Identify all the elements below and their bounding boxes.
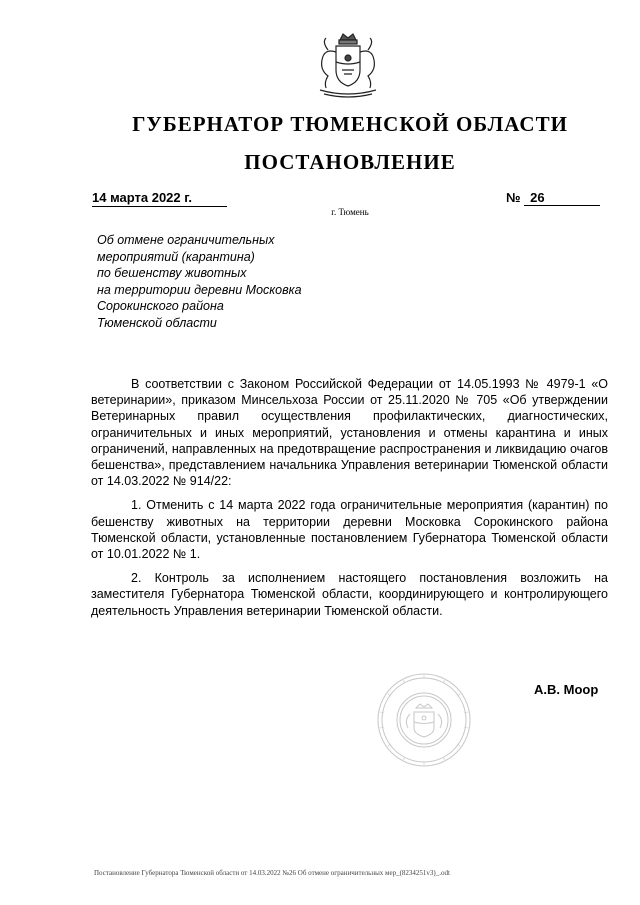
subject-line: на территории деревни Московка xyxy=(97,282,302,297)
document-city: г. Тюмень xyxy=(331,207,369,217)
number-label: № xyxy=(506,190,521,205)
document-number xyxy=(506,190,600,206)
document-subject xyxy=(97,232,377,331)
document-body xyxy=(91,376,608,627)
preamble-paragraph: В соответствии с Законом Российской Федерации от 14.05.1993 № 4979-1 «О ветеринарии», приказом Минсельхоза России от 25.11.2020 № 705 «Об утверждении Ветеринарных правил осуществления профилактических, диагностических, ограничительных и иных мероприятий, установления и отмены карантина и иных ограничений, направленных на предотвращение распространения и ликвидацию очагов бешенства», представлением начальника Управления ветеринарии Тюменской области от 14.03.2022 № 914/22: xyxy=(91,377,608,489)
subject-line: Сорокинского района xyxy=(97,299,224,313)
body-item: 2. Контроль за исполнением настоящего постановления возложить на заместителя Губернатора Тюменской области, координирующего и контролирующего деятельность Управления ветеринарии Тюменской области. xyxy=(91,571,608,618)
subject-line: Об отмене ограничительных xyxy=(97,233,275,247)
subject-line: по бешенству животных xyxy=(97,266,247,280)
subject-line: мероприятий (карантина) xyxy=(97,249,255,264)
body-item: 1. Отменить с 14 марта 2022 года ограничительные мероприятия (карантин) по бешенству животных на территории деревни Московка Сорокинского района Тюменской области, установленные постановлением Губернатора Тюменской области от 10.01.2022 № 1. xyxy=(91,498,608,562)
subject-line: Тюменской области xyxy=(97,315,217,330)
signer-name: А.В. Моор xyxy=(534,682,599,697)
document-type: ПОСТАНОВЛЕНИЕ xyxy=(244,150,456,174)
coat-of-arms-icon xyxy=(312,30,384,102)
round-seal-icon xyxy=(374,670,474,770)
number-value: 26 xyxy=(524,190,600,206)
document-date: 14 марта 2022 г. xyxy=(92,190,227,207)
page-footer: Постановление Губернатора Тюменской области от 14.03.2022 №26 Об отмене ограничительных мер_(8234251v3)_.odt xyxy=(94,869,450,877)
organization-title: ГУБЕРНАТОР ТЮМЕНСКОЙ ОБЛАСТИ xyxy=(132,112,568,136)
